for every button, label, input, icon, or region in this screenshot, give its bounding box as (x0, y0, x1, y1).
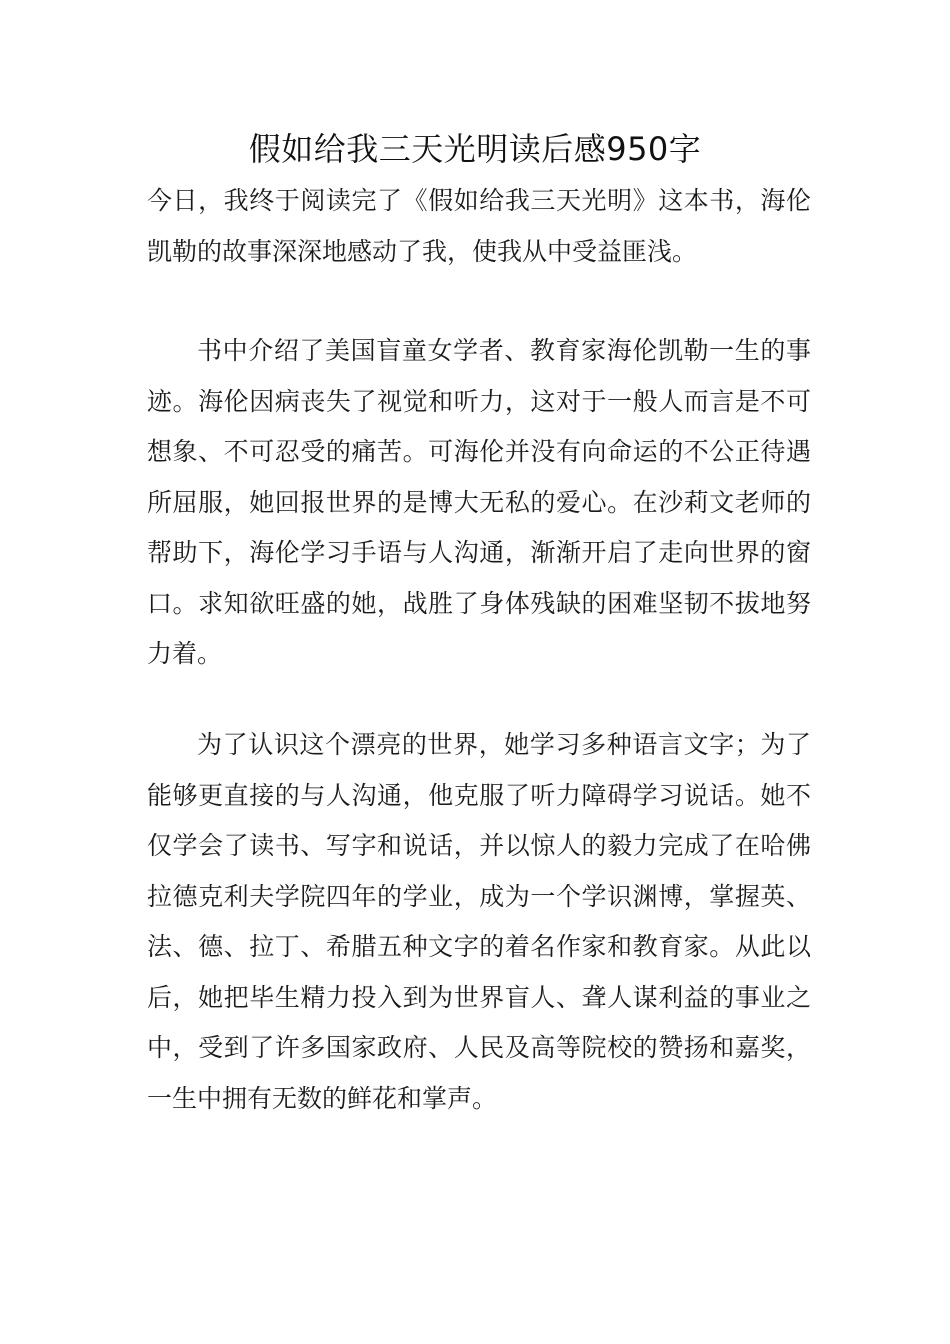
paragraph-intro: 今日，我终于阅读完了《假如给我三天光明》这本书，海伦凯勒的故事深深地感动了我，使我从中受益匪浅。 (147, 186, 811, 266)
paragraph-life-story: 书中介绍了美国盲童女学者、教育家海伦凯勒一生的事迹。海伦因病丧失了视觉和听力，这对于一般人而言是不可想象、不可忍受的痛苦。可海伦并没有向命运的不公正待遇所屈服，她回报世界的是博大无私的爱心。在沙莉文老师的帮助下，海伦学习手语与人沟通，渐渐开启了走向世界的窗口。求知欲旺盛的她，战胜了身体残缺的困难坚韧不拔地努力着。 (147, 336, 811, 668)
paragraph-achievements: 为了认识这个漂亮的世界，她学习多种语言文字；为了能够更直接的与人沟通，他克服了听力障碍学习说话。她不仅学会了读书、写字和说话，并以惊人的毅力完成了在哈佛拉德克利夫学院四年的学业，成为一个学识渊博，掌握英、法、德、拉丁、希腊五种文字的着名作家和教育家。从此以后，她把毕生精力投入到为世界盲人、聋人谋利益的事业之中，受到了许多国家政府、人民及高等院校的赞扬和嘉奖，一生中拥有无数的鲜花和掌声。 (147, 730, 811, 1113)
document-title: 假如给我三天光明读后感950字 (248, 130, 702, 168)
